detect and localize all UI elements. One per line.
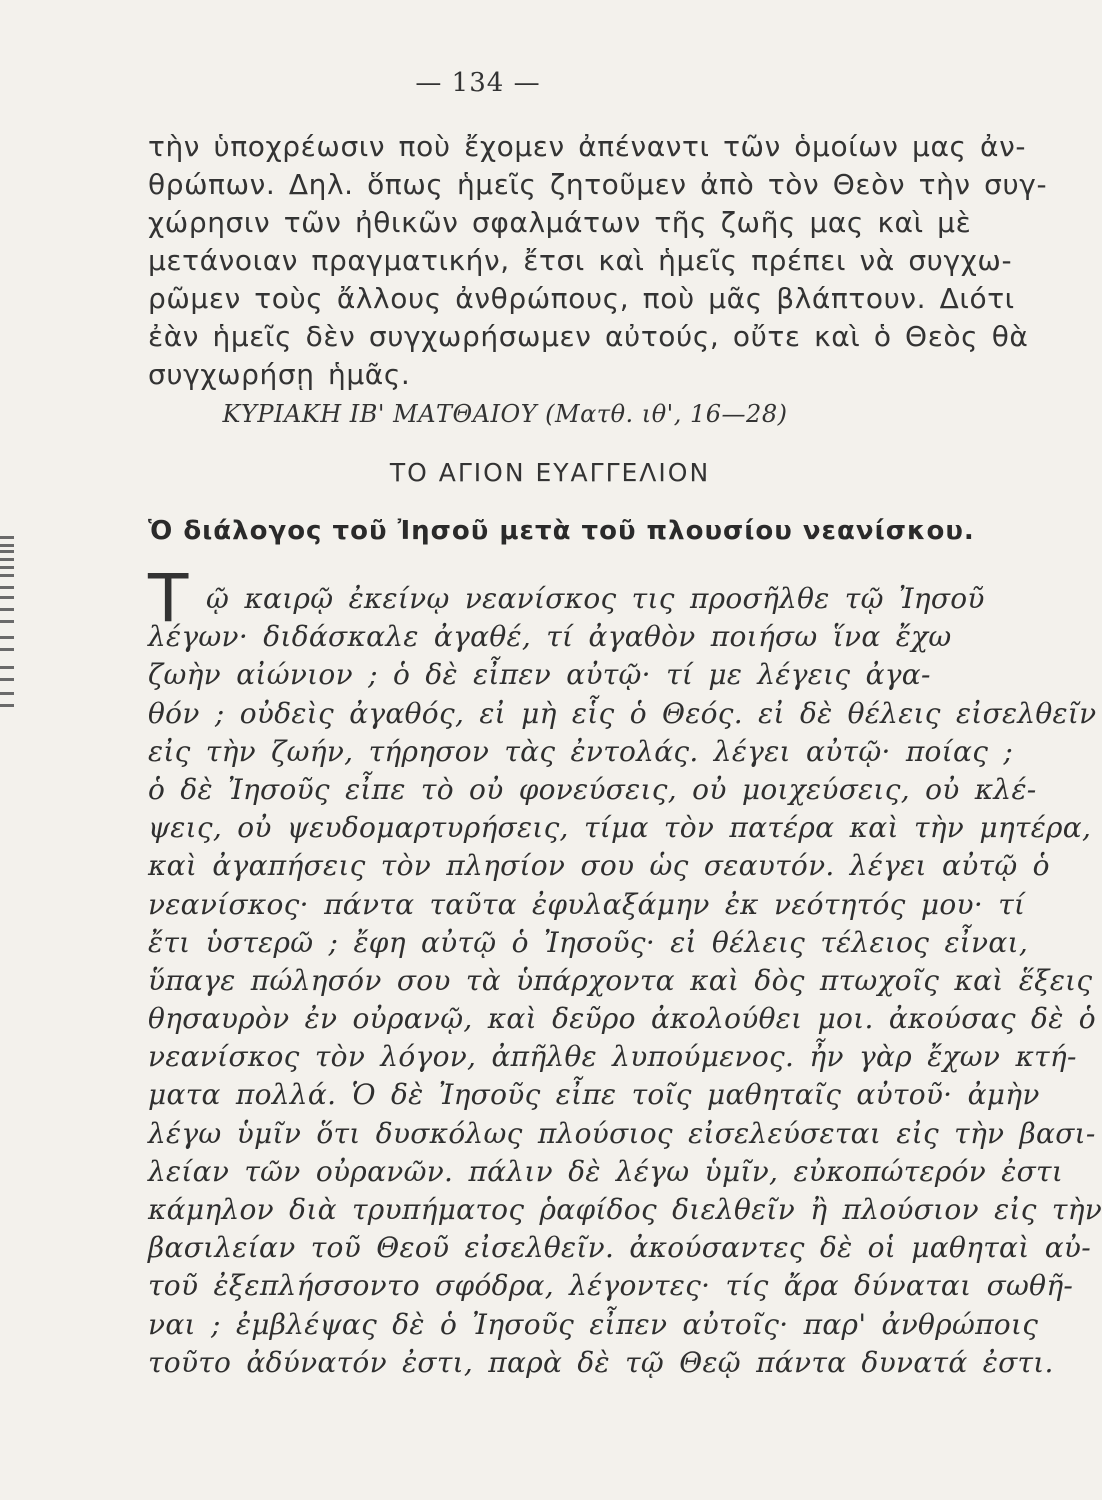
intro-paragraph [148, 128, 1048, 394]
text-line: ῷ καιρῷ ἐκείνῳ νεανίσκος τις προσῆλθε τῷ Ἰησοῦ [206, 582, 985, 615]
text-line: τοῦτο ἀδύνατόν ἐστι, παρὰ δὲ τῷ Θεῷ πάντα δυνατά ἐστι. [148, 1345, 1054, 1379]
text-line: τὴν ὑποχρέωσιν ποὺ ἔχομεν ἀπέναντι τῶν ὁμοίων μας ἀν- [148, 130, 1027, 163]
page-number: — 134 — [415, 68, 541, 98]
text-line: ὁ δὲ Ἰησοῦς εἶπε τὸ οὐ φονεύσεις, οὐ μοιχεύσεις, οὐ κλέ- [148, 772, 1037, 806]
text-line: μετάνοιαν πραγματικήν, ἔτσι καὶ ἡμεῖς πρέπει νὰ συγχω- [148, 244, 1013, 277]
gospel-heading: ΤΟ ΑΓΙΟΝ ΕΥΑΓΓΕΛΙΟΝ [389, 458, 711, 487]
text-line: ψεις, οὐ ψευδομαρτυρήσεις, τίμα τὸν πατέρα καὶ τὴν μητέρα, [148, 811, 1092, 845]
sunday-heading: ΚΥΡΙΑΚΗ ΙΒ' ΜΑΤΘΑΙΟΥ (Ματθ. ιθ', 16—28) [222, 400, 788, 428]
text-line: ὕπαγε πώλησόν σου τὰ ὑπάρχοντα καὶ δὸς πτωχοῖς καὶ ἕξεις [148, 963, 1093, 997]
text-line: λέγω ὑμῖν ὅτι δυσκόλως πλούσιος εἰσελεύσεται εἰς τὴν βασι- [148, 1116, 1096, 1150]
text-line: βασιλείαν τοῦ Θεοῦ εἰσελθεῖν. ἀκούσαντες δὲ οἱ μαθηταὶ αὐ- [148, 1231, 1091, 1265]
text-line: νεανίσκος τὸν λόγον, ἀπῆλθε λυπούμενος. ἦν γὰρ ἔχων κτή- [148, 1040, 1077, 1074]
text-line: ἐὰν ἡμεῖς δὲν συγχωρήσωμεν αὐτούς, οὔτε καὶ ὁ Θεὸς θὰ [148, 320, 1029, 353]
drop-cap: Τ [148, 560, 189, 637]
text-line: χώρησιν τῶν ἠθικῶν σφαλμάτων τῆς ζωῆς μας καὶ μὲ [148, 206, 972, 239]
text-line: τοῦ ἐξεπλήσσοντο σφόδρα, λέγοντες· τίς ἄρα δύναται σωθῆ- [148, 1269, 1074, 1303]
text-line: καὶ ἀγαπήσεις τὸν πλησίον σου ὡς σεαυτόν. λέγει αὐτῷ ὁ [148, 849, 1050, 883]
text-line: λείαν τῶν οὐρανῶν. πάλιν δὲ λέγω ὑμῖν, εὐκοπώτερόν ἐστι [148, 1154, 1064, 1188]
text-line: ματα πολλά. Ὁ δὲ Ἰησοῦς εἶπε τοῖς μαθηταῖς αὐτοῦ· ἀμὴν [148, 1078, 1040, 1112]
gospel-passage [148, 580, 1102, 1382]
text-line: συγχωρήσῃ ἡμᾶς. [148, 358, 411, 391]
text-line: ζωὴν αἰώνιον ; ὁ δὲ εἶπεν αὐτῷ· τί με λέγεις ἀγα- [148, 658, 931, 692]
text-line: ρῶμεν τοὺς ἄλλους ἀνθρώπους, ποὺ μᾶς βλάπτουν. Διότι [148, 282, 1015, 315]
text-line: θησαυρὸν ἐν οὐρανῷ, καὶ δεῦρο ἀκολούθει μοι. ἀκούσας δὲ ὁ [148, 1002, 1096, 1036]
sermon-title: Ὁ διάλογος τοῦ Ἰησοῦ μετὰ τοῦ πλουσίου νεανίσκου. [148, 516, 975, 546]
text-line: ἔτι ὑστερῶ ; ἔφη αὐτῷ ὁ Ἰησοῦς· εἰ θέλεις τέλειος εἶναι, [148, 925, 1029, 959]
text-line: θρώπων. Δηλ. ὅπως ἡμεῖς ζητοῦμεν ἀπὸ τὸν Θεὸν τὴν συγ- [148, 168, 1048, 201]
text-line: θόν ; οὐδεὶς ἀγαθός, εἰ μὴ εἷς ὁ Θεός. εἰ δὲ θέλεις εἰσελθεῖν [148, 696, 1097, 730]
text-line: κάμηλον διὰ τρυπήματος ῥαφίδος διελθεῖν ἢ πλούσιον εἰς τὴν [148, 1193, 1102, 1226]
text-line: ναι ; ἐμβλέψας δὲ ὁ Ἰησοῦς εἶπεν αὐτοῖς· παρ' ἀνθρώποις [148, 1307, 1039, 1341]
text-line: λέγων· διδάσκαλε ἀγαθέ, τί ἀγαθὸν ποιήσω ἵνα ἔχω [148, 620, 952, 654]
text-line: νεανίσκος· πάντα ταῦτα ἐφυλαξάμην ἐκ νεότητός μου· τί [148, 887, 1026, 921]
text-line: εἰς τὴν ζωήν, τήρησον τὰς ἐντολάς. λέγει αὐτῷ· ποίας ; [148, 734, 1014, 768]
binding-edge-marks [0, 536, 22, 746]
